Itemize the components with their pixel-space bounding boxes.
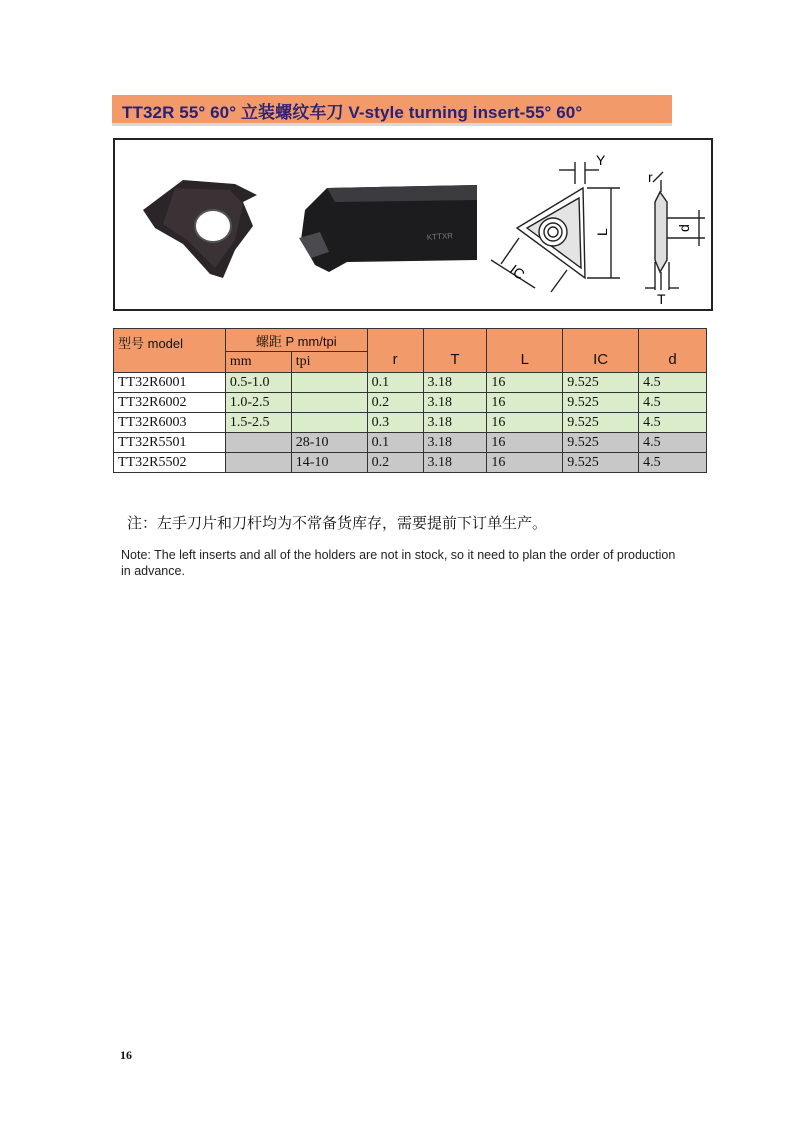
- cell-r: 0.2: [367, 453, 423, 473]
- header-tpi: tpi: [291, 352, 367, 373]
- dim-t-label: T: [657, 291, 666, 307]
- title-bar: [112, 95, 672, 126]
- cell-t: 3.18: [423, 373, 487, 393]
- cell-t: 3.18: [423, 393, 487, 413]
- cell-tpi: [291, 393, 367, 413]
- cell-d: 4.5: [639, 453, 707, 473]
- cell-ic: 9.525: [563, 413, 639, 433]
- cell-mm: 1.0-2.5: [225, 393, 291, 413]
- cell-mm: [225, 433, 291, 453]
- cell-model: TT32R5501: [114, 433, 226, 453]
- header-r: r: [367, 329, 423, 373]
- cell-tpi: [291, 373, 367, 393]
- cell-tpi: 14-10: [291, 453, 367, 473]
- cell-d: 4.5: [639, 393, 707, 413]
- product-figure: [113, 138, 713, 311]
- cell-r: 0.2: [367, 393, 423, 413]
- cell-l: 16: [487, 413, 563, 433]
- cell-r: 0.3: [367, 413, 423, 433]
- cell-mm: 1.5-2.5: [225, 413, 291, 433]
- cell-ic: 9.525: [563, 393, 639, 413]
- table-row: [114, 393, 707, 413]
- table-row: [114, 453, 707, 473]
- cell-l: 16: [487, 453, 563, 473]
- cell-r: 0.1: [367, 373, 423, 393]
- table-row: [114, 413, 707, 433]
- cell-l: 16: [487, 373, 563, 393]
- cell-model: TT32R6002: [114, 393, 226, 413]
- dim-l-label: L: [594, 228, 610, 236]
- note-english: Note: The left inserts and all of the holders are not in stock, so it need to plan the order of production in advance.: [121, 548, 676, 578]
- cell-model: TT32R5502: [114, 453, 226, 473]
- cell-t: 3.18: [423, 433, 487, 453]
- cell-tpi: [291, 413, 367, 433]
- cell-t: 3.18: [423, 453, 487, 473]
- cell-tpi: 28-10: [291, 433, 367, 453]
- header-ic: IC: [563, 329, 639, 373]
- dim-ic-label: IC: [506, 261, 528, 283]
- cell-mm: 0.5-1.0: [225, 373, 291, 393]
- cell-ic: 9.525: [563, 453, 639, 473]
- header-t: T: [423, 329, 487, 373]
- header-mm: mm: [225, 352, 291, 373]
- header-l: L: [487, 329, 563, 373]
- spec-table: [113, 328, 707, 473]
- page-title: TT32R 55° 60° 立装螺纹车刀 V-style turning insert-55° 60°: [122, 103, 583, 122]
- header-model: 型号 model: [114, 329, 226, 373]
- cell-l: 16: [487, 393, 563, 413]
- side-view-drawing: [645, 172, 705, 290]
- header-d: d: [639, 329, 707, 373]
- cell-d: 4.5: [639, 413, 707, 433]
- cell-model: TT32R6003: [114, 413, 226, 433]
- cell-d: 4.5: [639, 373, 707, 393]
- cell-t: 3.18: [423, 413, 487, 433]
- dim-r-label: r: [648, 169, 653, 185]
- holder-marking: KTTXR: [426, 231, 454, 242]
- table-row: [114, 433, 707, 453]
- cell-r: 0.1: [367, 433, 423, 453]
- cell-model: TT32R6001: [114, 373, 226, 393]
- page-number: 16: [120, 1048, 132, 1062]
- cell-ic: 9.525: [563, 373, 639, 393]
- header-pitch: 螺距 P mm/tpi: [225, 329, 367, 352]
- dim-d-label: d: [676, 224, 692, 232]
- dim-y-label: Y: [596, 152, 606, 168]
- table-row: [114, 373, 707, 393]
- note-chinese: 注：左手刀片和刀杆均为不常备货库存，需要提前下订单生产。: [127, 514, 548, 532]
- cell-ic: 9.525: [563, 433, 639, 453]
- holder-image: [299, 185, 477, 272]
- cell-l: 16: [487, 433, 563, 453]
- cell-d: 4.5: [639, 433, 707, 453]
- insert-image: [143, 180, 257, 278]
- cell-mm: [225, 453, 291, 473]
